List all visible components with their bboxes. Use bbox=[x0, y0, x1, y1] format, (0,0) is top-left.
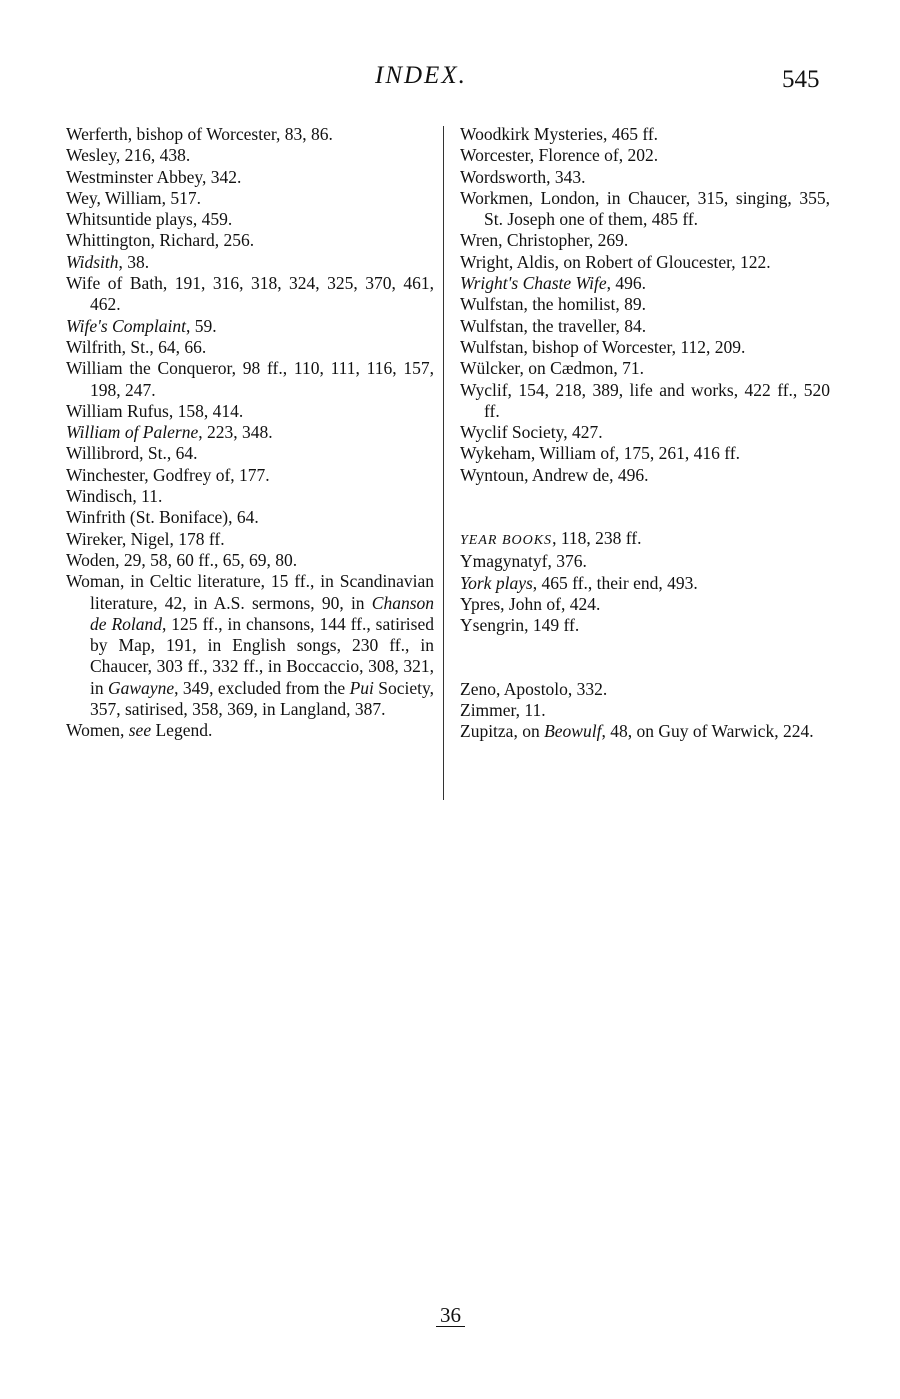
index-entry bbox=[66, 720, 434, 741]
entry-text: see bbox=[128, 720, 152, 741]
index-entry bbox=[460, 294, 830, 315]
entry-text: Wesley, 216, 438. bbox=[66, 145, 191, 166]
entry-text: Zupitza, on bbox=[460, 721, 545, 742]
index-entry bbox=[460, 230, 830, 251]
entry-text: , 48, on Guy of Warwick, 224. bbox=[601, 721, 814, 742]
index-entry bbox=[460, 700, 830, 721]
entry-text: , 59. bbox=[185, 315, 217, 336]
entry-text: Woden, 29, 58, 60 ff., 65, 69, 80. bbox=[66, 549, 298, 570]
index-entry bbox=[460, 273, 830, 294]
index-entry bbox=[66, 465, 434, 486]
entry-text: Whittington, Richard, 256. bbox=[66, 230, 255, 251]
entry-text: Society, 357, satirised, 358, 369, in Langland, 387. bbox=[90, 677, 435, 720]
entry-text: , 38. bbox=[118, 251, 150, 272]
entries-w-left bbox=[66, 124, 434, 742]
index-entry bbox=[66, 422, 434, 443]
entry-text: Widsith bbox=[66, 251, 119, 272]
index-entry bbox=[66, 358, 434, 401]
index-entry bbox=[460, 443, 830, 464]
index-entry bbox=[460, 573, 830, 594]
index-entry bbox=[460, 465, 830, 486]
entry-text: William the Conqueror, 98 ff., 110, 111, 116, 157, 198, 247. bbox=[66, 358, 434, 400]
index-entry bbox=[460, 380, 830, 423]
entry-text: YEAR BOOKS bbox=[460, 533, 553, 549]
entry-text: , 125 ff., in chansons, 144 ff., satirised by Map, 191, in English songs, 230 ff., in Chaucer, 303 ff., 332 ff., in Boccaccio, 308, 321, in bbox=[90, 613, 434, 698]
entry-text: William Rufus, 158, 414. bbox=[66, 400, 244, 421]
entry-text: , 349, excluded from the bbox=[174, 677, 350, 698]
entry-text: Ypres, John of, 424. bbox=[460, 593, 601, 614]
entry-text: Wykeham, William of, 175, 261, 416 ff. bbox=[460, 443, 740, 464]
section-gap bbox=[460, 637, 830, 679]
entry-text: Gawayne bbox=[108, 677, 175, 698]
entry-text: , 496. bbox=[606, 273, 647, 294]
entry-text: Legend. bbox=[151, 720, 213, 741]
entry-text: Zeno, Apostolo, 332. bbox=[460, 678, 608, 699]
index-entry bbox=[66, 124, 434, 145]
entry-text: Wulfstan, the homilist, 89. bbox=[460, 294, 646, 315]
index-entry bbox=[66, 145, 434, 166]
index-entry bbox=[460, 721, 830, 742]
index-entry bbox=[66, 443, 434, 464]
entry-text: Wife of Bath, 191, 316, 318, 324, 325, 370, 461, 462. bbox=[66, 273, 434, 315]
entries-y bbox=[460, 528, 830, 636]
entry-text: Worcester, Florence of, 202. bbox=[460, 145, 659, 166]
entry-text: Wyntoun, Andrew de, 496. bbox=[460, 464, 649, 485]
index-column-right bbox=[460, 124, 830, 742]
entry-text: Wulfstan, the traveller, 84. bbox=[460, 315, 647, 336]
entries-z bbox=[460, 679, 830, 743]
entry-text: Woman, in Celtic literature, 15 ff., in Scandinavian literature, 42, in A.S. sermons, 90, in bbox=[66, 571, 434, 613]
index-entry bbox=[460, 188, 830, 231]
entry-text: Beowulf bbox=[544, 721, 602, 742]
index-entry bbox=[66, 401, 434, 422]
entry-text: Ysengrin, 149 ff. bbox=[460, 615, 580, 636]
index-entry bbox=[66, 273, 434, 316]
index-entry bbox=[66, 209, 434, 230]
index-entry bbox=[66, 571, 434, 720]
index-entry bbox=[66, 486, 434, 507]
index-entry bbox=[460, 615, 830, 636]
index-entry bbox=[460, 422, 830, 443]
entry-text: Wyclif, 154, 218, 389, life and works, 422 ff., 520 ff. bbox=[460, 379, 830, 421]
entry-text: Zimmer, 11. bbox=[460, 699, 546, 720]
entry-text: Wireker, Nigel, 178 ff. bbox=[66, 528, 225, 549]
entry-text: Winchester, Godfrey of, 177. bbox=[66, 464, 270, 485]
entry-text: Wright, Aldis, on Robert of Gloucester, 122. bbox=[460, 251, 771, 272]
index-entry bbox=[460, 358, 830, 379]
entry-text: Pui bbox=[349, 677, 374, 698]
entry-text: Woodkirk Mysteries, 465 ff. bbox=[460, 124, 659, 144]
signature-mark: 36 bbox=[436, 1304, 465, 1327]
index-entry bbox=[460, 145, 830, 166]
entry-text: Wulfstan, bishop of Worcester, 112, 209. bbox=[460, 336, 746, 357]
index-entry bbox=[460, 316, 830, 337]
index-entry bbox=[460, 594, 830, 615]
entry-text: Whitsuntide plays, 459. bbox=[66, 209, 233, 230]
entry-text: Windisch, 11. bbox=[66, 486, 163, 507]
entry-text: Wülcker, on Cædmon, 71. bbox=[460, 358, 644, 379]
entry-text: York plays bbox=[460, 572, 533, 593]
entry-text: Wey, William, 517. bbox=[66, 187, 201, 208]
section-gap bbox=[460, 486, 830, 528]
entry-text: Wilfrith, St., 64, 66. bbox=[66, 336, 207, 357]
entry-text: Ymagynatyf, 376. bbox=[460, 551, 587, 572]
entry-text: , 223, 348. bbox=[198, 422, 273, 443]
entry-text: Wren, Christopher, 269. bbox=[460, 230, 629, 251]
entry-text: , 118, 238 ff. bbox=[552, 528, 642, 549]
entry-text: Wright's Chaste Wife bbox=[460, 273, 607, 294]
column-divider bbox=[443, 126, 444, 800]
index-entry bbox=[66, 337, 434, 358]
page-number: 545 bbox=[782, 66, 820, 93]
index-entry bbox=[66, 550, 434, 571]
entry-text: Willibrord, St., 64. bbox=[66, 443, 198, 464]
index-entry bbox=[460, 167, 830, 188]
index-entry bbox=[460, 124, 830, 145]
page-header bbox=[0, 62, 900, 102]
entries-w-right bbox=[460, 124, 830, 486]
index-entry bbox=[66, 529, 434, 550]
entry-text: Winfrith (St. Boniface), 64. bbox=[66, 507, 259, 528]
index-entry bbox=[66, 316, 434, 337]
index-entry bbox=[66, 230, 434, 251]
index-entry bbox=[460, 551, 830, 572]
entry-text: Chanson de Roland bbox=[90, 592, 434, 634]
running-title: INDEX. bbox=[375, 62, 467, 89]
entry-text: Women, bbox=[66, 720, 129, 741]
index-entry bbox=[66, 507, 434, 528]
index-entry bbox=[460, 337, 830, 358]
index-entry bbox=[66, 188, 434, 209]
index-entry bbox=[66, 167, 434, 188]
index-entry bbox=[460, 528, 830, 551]
index-entry bbox=[66, 252, 434, 273]
entry-text: Werferth, bishop of Worcester, 83, 86. bbox=[66, 124, 333, 144]
index-entry bbox=[460, 252, 830, 273]
index-column-left bbox=[66, 124, 434, 742]
entry-text: Wyclif Society, 427. bbox=[460, 422, 603, 443]
entry-text: , 465 ff., their end, 493. bbox=[532, 572, 698, 593]
entry-text: Wordsworth, 343. bbox=[460, 166, 586, 187]
index-entry bbox=[460, 679, 830, 700]
entry-text: William of Palerne bbox=[66, 422, 199, 443]
entry-text: Workmen, London, in Chaucer, 315, singing, 355, St. Joseph one of them, 485 ff. bbox=[460, 187, 830, 230]
entry-text: Wife's Complaint bbox=[66, 315, 186, 336]
entry-text: Westminster Abbey, 342. bbox=[66, 166, 242, 187]
